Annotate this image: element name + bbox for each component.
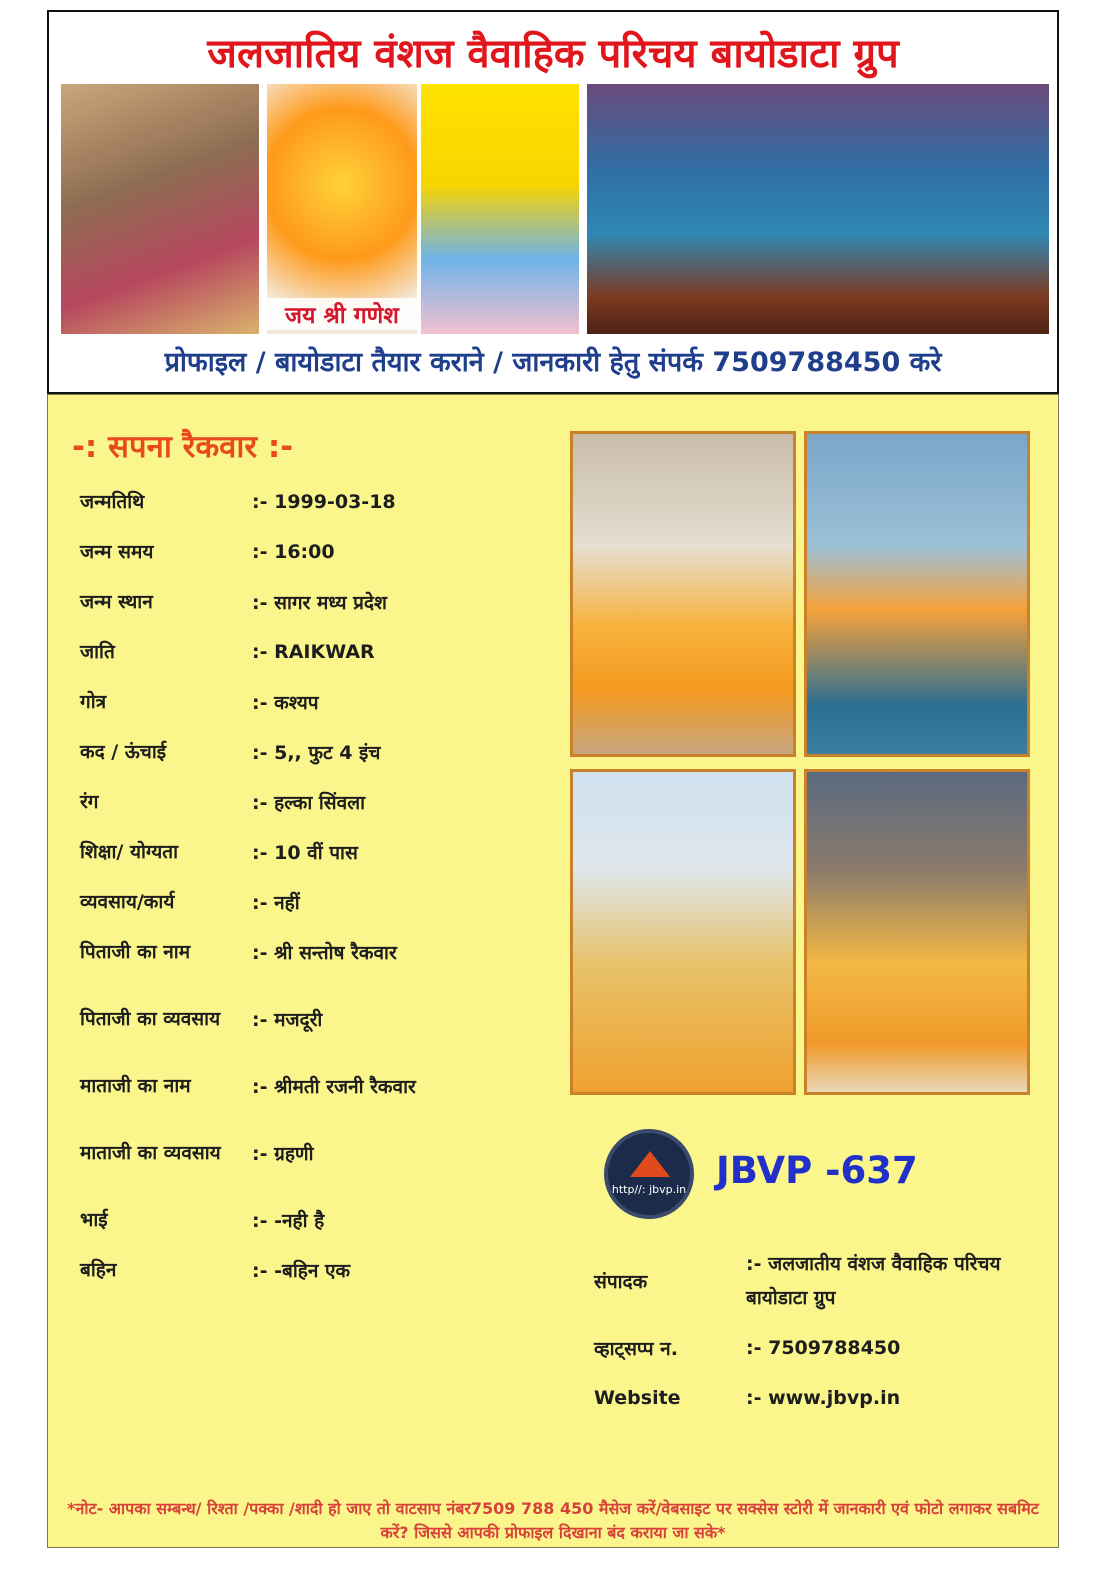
detail-value: :- श्रीमती रजनी रैकवार (252, 1076, 416, 1098)
detail-value: :- 10 वीं पास (252, 842, 358, 864)
whatsapp-value: :- 7509788450 (746, 1337, 901, 1359)
detail-label: शिक्षा/ योग्यता (80, 841, 178, 863)
detail-row (80, 977, 560, 1061)
detail-row (80, 927, 560, 977)
profile-photo (570, 769, 796, 1095)
detail-row (80, 1061, 560, 1111)
detail-label: माताजी का नाम (80, 1075, 191, 1097)
detail-label: रंग (80, 791, 99, 813)
ganesh-caption: जय श्री गणेश (267, 298, 417, 330)
whatsapp-label: व्हाट्सप्प न. (594, 1338, 678, 1360)
detail-value: :- 1999-03-18 (252, 491, 396, 513)
ganesh-image (267, 84, 417, 334)
profile-photo (804, 431, 1030, 757)
ram-sita-portrait-image (421, 84, 579, 334)
footer-note: *नोट- आपका सम्बन्ध/ रिश्ता /पक्का /शादी हो जाए तो वाटसाप नंबर7509 788 450 मैसेज करें/वेबसाइट पर सक्सेस स्टोरी में जानकारी एवं फोटो लगाकर सबमिट करें? जिससे आपकी प्रोफाइल दिखाना बंद कराया जा सके* (67, 1499, 1039, 1542)
detail-value: :- 16:00 (252, 541, 335, 563)
detail-row (80, 727, 560, 777)
detail-label: पिताजी का नाम (80, 941, 191, 963)
profile-photo (804, 769, 1030, 1095)
ram-sita-image (61, 84, 259, 334)
detail-label: माताजी का व्यवसाय (80, 1142, 221, 1164)
detail-label: भाई (80, 1209, 108, 1231)
website-row (594, 1381, 1034, 1415)
detail-label: जन्म स्थान (80, 591, 153, 613)
detail-row (80, 677, 560, 727)
group-title: जलजातिय वंशज वैवाहिक परिचय बायोडाटा ग्रुप (207, 30, 899, 77)
detail-row (80, 577, 560, 627)
detail-label: व्यवसाय/कार्य (80, 891, 175, 913)
detail-value: :- -नही है (252, 1210, 325, 1232)
website-label: Website (594, 1387, 681, 1409)
detail-label: जन्मतिथि (80, 491, 145, 513)
house-icon (630, 1151, 670, 1177)
detail-row (80, 1245, 560, 1295)
detail-value: :- RAIKWAR (252, 641, 375, 663)
editor-value: :- जलजातीय वंशज वैवाहिक परिचय बायोडाटा ग्रुप (746, 1253, 1001, 1309)
profile-photo (570, 431, 796, 757)
detail-row (80, 1195, 560, 1245)
boat-scene-image (587, 84, 1049, 334)
editor-label: संपादक (594, 1271, 648, 1293)
biodata-card (47, 394, 1059, 1548)
detail-value: :- श्री सन्तोष रैकवार (252, 942, 397, 964)
detail-label: गोत्र (80, 691, 107, 713)
detail-row (80, 627, 560, 677)
details-list (80, 477, 560, 1295)
detail-row (80, 777, 560, 827)
whatsapp-row (594, 1331, 1034, 1365)
detail-value: :- हल्का सिंवला (252, 792, 366, 814)
jbvp-logo-icon (604, 1129, 694, 1219)
website-link[interactable]: :- www.jbvp.in (746, 1387, 901, 1409)
photo-grid (570, 431, 1034, 1099)
detail-row (80, 827, 560, 877)
editor-row (594, 1247, 1034, 1315)
contact-line: प्रोफाइल / बायोडाटा तैयार कराने / जानकारी हेतु संपर्क 7509788450 करे (164, 347, 942, 378)
detail-value: :- 5,, फुट 4 इंच (252, 742, 381, 764)
detail-row (80, 877, 560, 927)
detail-value: :- सागर मध्य प्रदेश (252, 592, 387, 614)
header-banner (47, 10, 1059, 394)
detail-label: जन्म समय (80, 541, 154, 563)
detail-value: :- ग्रहणी (252, 1143, 314, 1165)
detail-value: :- कश्यप (252, 692, 319, 714)
detail-row (80, 527, 560, 577)
detail-row (80, 477, 560, 527)
profile-name: -: सपना रैकवार :- (72, 429, 294, 465)
detail-value: :- मजदूरी (252, 1009, 323, 1031)
detail-label: कद / ऊंचाई (80, 741, 167, 763)
detail-row (80, 1111, 560, 1195)
detail-label: बहिन (80, 1259, 117, 1281)
detail-value: :- नहीं (252, 892, 300, 914)
logo-url: http//: jbvp.in (611, 1183, 687, 1196)
profile-code: JBVP -637 (716, 1149, 918, 1192)
editor-info (594, 1247, 1034, 1431)
detail-label: जाति (80, 641, 115, 663)
detail-label: पिताजी का व्यवसाय (80, 1008, 221, 1030)
detail-value: :- -बहिन एक (252, 1260, 351, 1282)
